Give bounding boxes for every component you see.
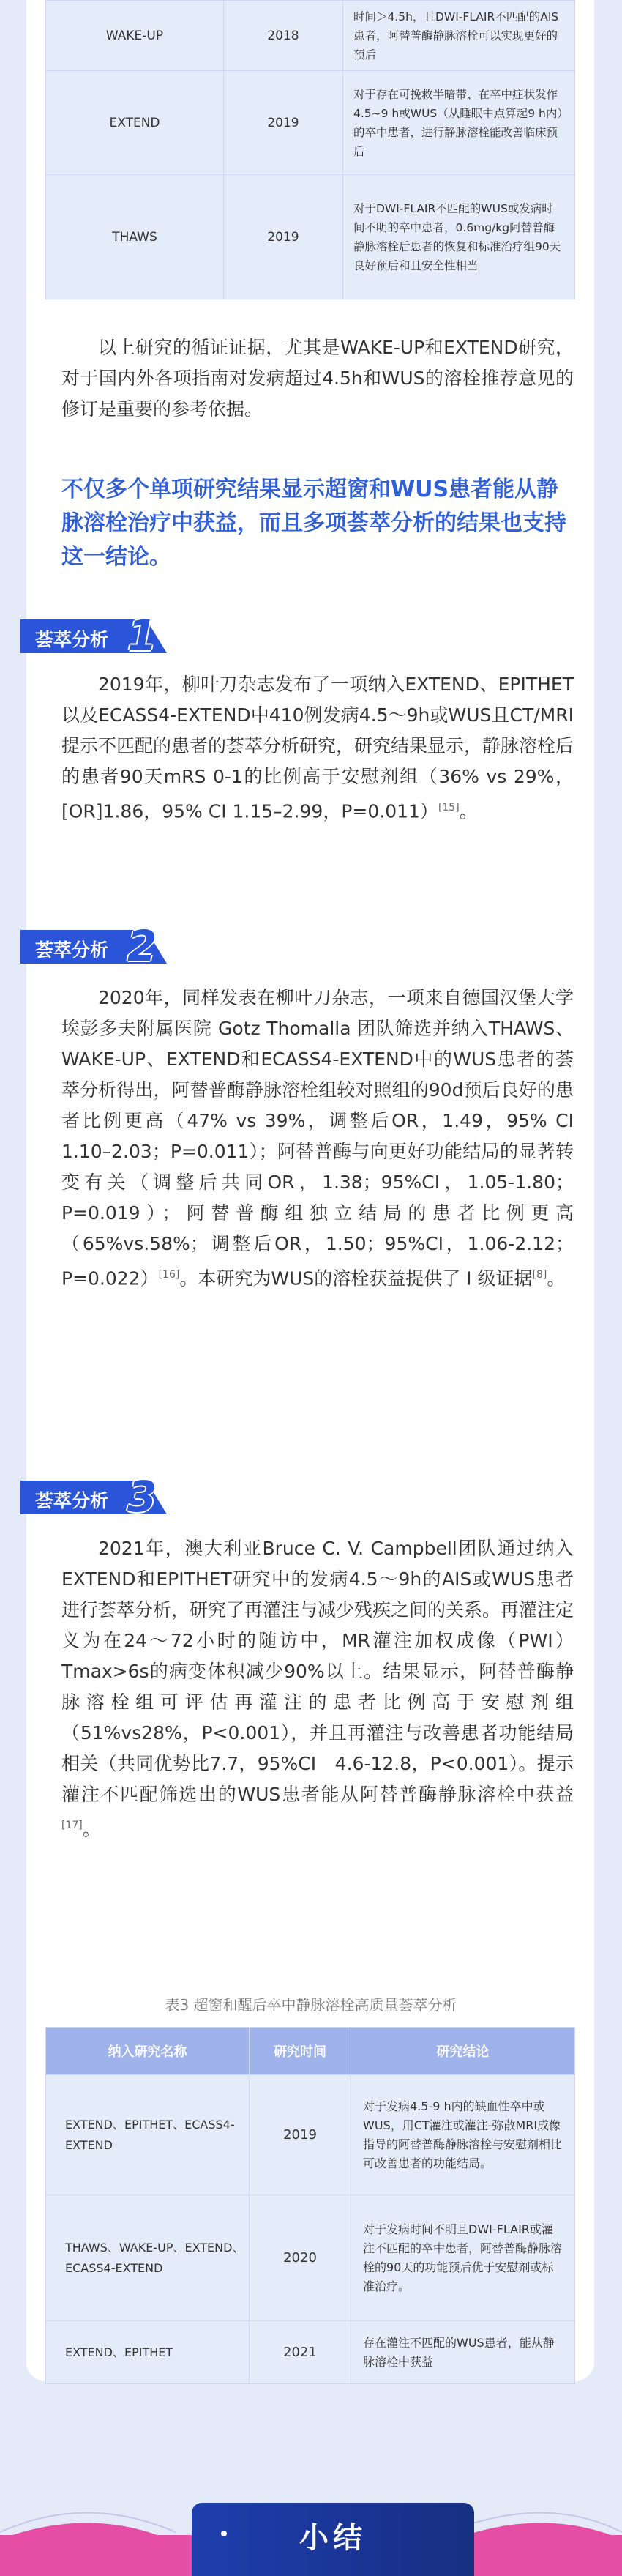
study-conclusion: 对于发病4.5-9 h内的缺血性卒中或WUS，用CT灌注或灌注-弥散MRI成像指导的阿替普酶静脉溶栓与安慰剂相比可改善患者的功能结局。 — [351, 2075, 575, 2195]
section-2-text: 2020年，同样发表在柳叶刀杂志，一项来自德国汉堡大学埃彭多夫附属医院 Gotz Thomalla 团队筛选并纳入THAWS、WAKE-UP、EXTEND和ECASS4-EXTEND中的WUS患者的荟萃分析得出，阿替普酶静脉溶栓组较对照组的90d预后良好的患者比例更高（47% vs 39%，调整后OR，1.49，95% CI 1.10–2.03；P=0.011）；阿替普酶与向更好功能结局的显著转变有关（调整后共同OR，1.38；95%CI，1.05-1.80；P=0.019）；阿替普酶组独立结局的患者比例更高（65%vs.58%；调整后OR，1.50；95%CI，1.06-2.12；P=0.022）[16]。本研究为WUS的溶栓获益提供了 Ⅰ 级证据[8]。 — [61, 987, 574, 1289]
column-header: 纳入研究名称 — [46, 2028, 250, 2075]
included-trials: EXTEND、EPITHET、ECASS4-EXTEND — [46, 2075, 250, 2195]
tag-number: 3 — [127, 1472, 157, 1522]
study-conclusion: 对于发病时间不明且DWI-FLAIR或灌注不匹配的卒中患者，阿替普酶静脉溶栓的90天的功能预后优于安慰剂或标准治疗。 — [351, 2195, 575, 2321]
meta-analysis-tag-3 — [20, 1472, 181, 1522]
study-conclusion: 存在灌注不匹配的WUS患者，能从静脉溶栓中获益 — [351, 2321, 575, 2384]
table-header-row — [46, 2028, 575, 2075]
tag-number: 1 — [127, 611, 157, 660]
column-header: 研究时间 — [250, 2028, 351, 2075]
summary-header — [192, 2503, 474, 2576]
meta-analysis-table — [45, 2027, 575, 2384]
column-header: 研究结论 — [351, 2028, 575, 2075]
table-row — [46, 175, 575, 299]
tag-number: 2 — [127, 921, 157, 971]
reference-mark: [16] — [158, 1269, 180, 1281]
meta-analysis-tag-2 — [20, 921, 181, 971]
trial-conclusion: 对于DWI-FLAIR不匹配的WUS或发病时间不明的卒中患者，0.6mg/kg阿替普酶静脉溶栓后患者的恢复和标准治疗组90天良好预后和且安全性相当 — [343, 175, 575, 299]
tag-label: 荟萃分析 — [35, 629, 109, 650]
trial-name: WAKE-UP — [46, 1, 224, 71]
reference-mark: [8] — [532, 1269, 547, 1281]
trial-year: 2018 — [224, 1, 343, 71]
tag-label: 荟萃分析 — [35, 1490, 109, 1511]
trials-table — [45, 0, 575, 299]
tag-label: 荟萃分析 — [35, 939, 109, 961]
study-year: 2019 — [250, 2075, 351, 2195]
callout-text: 不仅多个单项研究结果显示超窗和WUS患者能从静脉溶栓治疗中获益，而且多项荟萃分析的结果也支持这一结论。 — [61, 477, 566, 570]
trial-name: EXTEND — [46, 71, 224, 175]
trial-name: THAWS — [46, 175, 224, 299]
trial-year: 2019 — [224, 71, 343, 175]
trial-conclusion: 对于存在可挽救半暗带、在卒中症状发作4.5~9 h或WUS（从睡眠中点算起9 h内）的卒中患者，进行静脉溶栓能改善临床预后 — [343, 71, 575, 175]
included-trials: EXTEND、EPITHET — [46, 2321, 250, 2384]
table-caption: 表3 超窗和醒后卒中静脉溶栓高质量荟萃分析 — [165, 1996, 457, 2014]
included-trials: THAWS、WAKE-UP、EXTEND、ECASS4-EXTEND — [46, 2195, 250, 2321]
study-year: 2021 — [250, 2321, 351, 2384]
summary-title: 小结 — [299, 2521, 367, 2555]
meta-analysis-tag-1 — [20, 611, 181, 660]
table-row — [46, 2195, 575, 2321]
trial-year: 2019 — [224, 175, 343, 299]
table-row — [46, 1, 575, 71]
table-row — [46, 71, 575, 175]
reference-mark: [15] — [438, 802, 460, 814]
section-1-text: 2019年，柳叶刀杂志发布了一项纳入EXTEND、EPITHET以及ECASS4-EXTEND中410例发病4.5～9h或WUS且CT/MRI提示不匹配的患者的荟萃分析研究，研究结果显示，静脉溶栓后的患者90天mRS 0-1的比例高于安慰剂组（36% vs 29%，[OR]1.86，95% CI 1.15–2.99，P=0.011）[15]。 — [61, 674, 574, 822]
study-year: 2020 — [250, 2195, 351, 2321]
intro-paragraph: 以上研究的循证证据，尤其是WAKE-UP和EXTEND研究，对于国内外各项指南对发病超过4.5h和WUS的溶栓推荐意见的修订是重要的参考依据。 — [61, 337, 574, 420]
table-row — [46, 2075, 575, 2195]
trial-conclusion: 时间＞4.5h，且DWI-FLAIR不匹配的AIS患者，阿替普酶静脉溶栓可以实现更好的预后 — [343, 1, 575, 71]
section-3-text: 2021年，澳大利亚Bruce C. V. Campbell团队通过纳入EXTEND和EPITHET研究中的发病4.5～9h的AIS或WUS患者进行荟萃分析，研究了再灌注与减少残疾之间的关系。再灌注定义为在24～72小时的随访中，MR灌注加权成像（PWI）Tmax>6s的病变体积减少90%以上。结果显示，阿替普酶静脉溶栓组可评估再灌注的患者比例高于安慰剂组（51%vs28%，P<0.001），并且再灌注与改善患者功能结局相关（共同优势比7.7，95%CI 4.6-12.8，P<0.001）。提示灌注不匹配筛选出的WUS患者能从阿替普酶静脉溶栓中获益[17]。 — [61, 1538, 574, 1840]
table-row — [46, 2321, 575, 2384]
reference-mark: [17] — [61, 1820, 83, 1831]
